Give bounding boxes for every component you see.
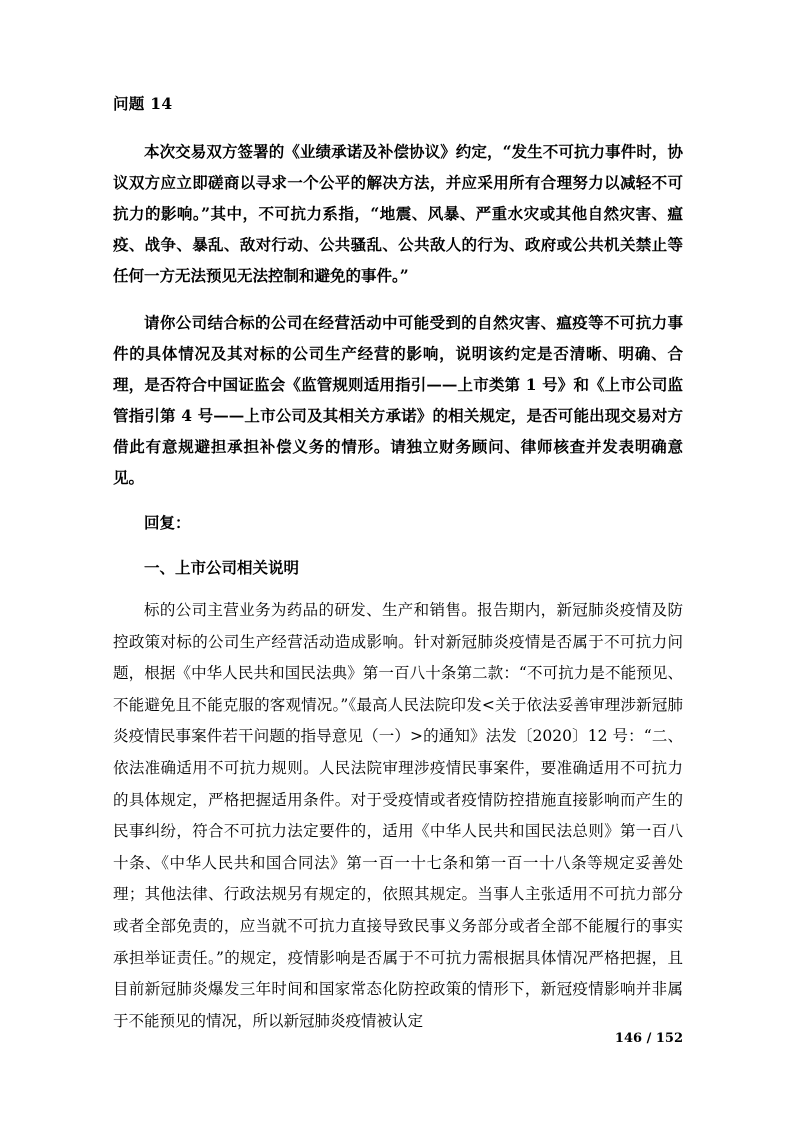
- paragraph-regulator-question: 请你公司结合标的公司在经营活动中可能受到的自然灾害、瘟疫等不可抗力事件的具体情况及其对标的公司生产经营的影响，说明该约定是否清晰、明确、合理，是否符合中国证监会《监管规则适用指引——上市类第 1 号》和《上市公司监管指引第 4 号——上市公司及其相关方承诺》的相关规定，是否可能出现交易对方借此有意规避担承担补偿义务的情形。请独立财务顾问、律师核查并发表明确意见。: [113, 313, 683, 487]
- page-number-footer: 146 / 152: [614, 1031, 683, 1046]
- reply-label: 回复：: [144, 513, 191, 532]
- paragraph-company-explanation: 标的公司主营业务为药品的研发、生产和销售。报告期内，新冠肺炎疫情及防控政策对标的公司生产经营活动造成影响。针对新冠肺炎疫情是否属于不可抗力问题，根据《中华人民共和国民法典》第一百八十条第二款：“不可抗力是不能预见、不能避免且不能克服的客观情况。”《最高人民法院印发<关于依法妥善审理涉新冠肺炎疫情民事案件若干问题的指导意见（一）>的通知》法发〔2020〕12 号：“二、依法准确适用不可抗力规则。人民法院审理涉疫情民事案件，要准确适用不可抗力的具体规定，严格把握适用条件。对于受疫情或者疫情防控措施直接影响而产生的民事纠纷，符合不可抗力法定要件的，适用《中华人民共和国民法总则》第一百八十条、《中华人民共和国合同法》第一百一十七条和第一百一十八条等规定妥善处理；其他法律、行政法规另有规定的，依照其规定。当事人主张适用不可抗力部分或者全部免责的，应当就不可抗力直接导致民事义务部分或者全部不能履行的事实承担举证责任。”的规定，疫情影响是否属于不可抗力需根据具体情况严格把握，且目前新冠肺炎爆发三年时间和国家常态化防控政策的情形下，新冠疫情影响并非属于不能预见的情况，所以新冠肺炎疫情被认定: [113, 601, 683, 1030]
- paragraph-force-majeure-clause: 本次交易双方签署的《业绩承诺及补偿协议》约定，“发生不可抗力事件时，协议双方应立即磋商以寻求一个公平的解决方法，并应采用所有合理努力以减轻不可抗力的影响。”其中，不可抗力系指，“地震、风暴、严重水灾或其他自然灾害、瘟疫、战争、暴乱、敌对行动、公共骚乱、公共敌人的行为、政府或公共机关禁止等任何一方无法预见无法控制和避免的事件。”: [113, 142, 683, 285]
- section-heading-one: 一、上市公司相关说明: [144, 558, 300, 577]
- question-number-heading: 问题 14: [113, 94, 173, 113]
- page-content: [113, 92, 683, 1037]
